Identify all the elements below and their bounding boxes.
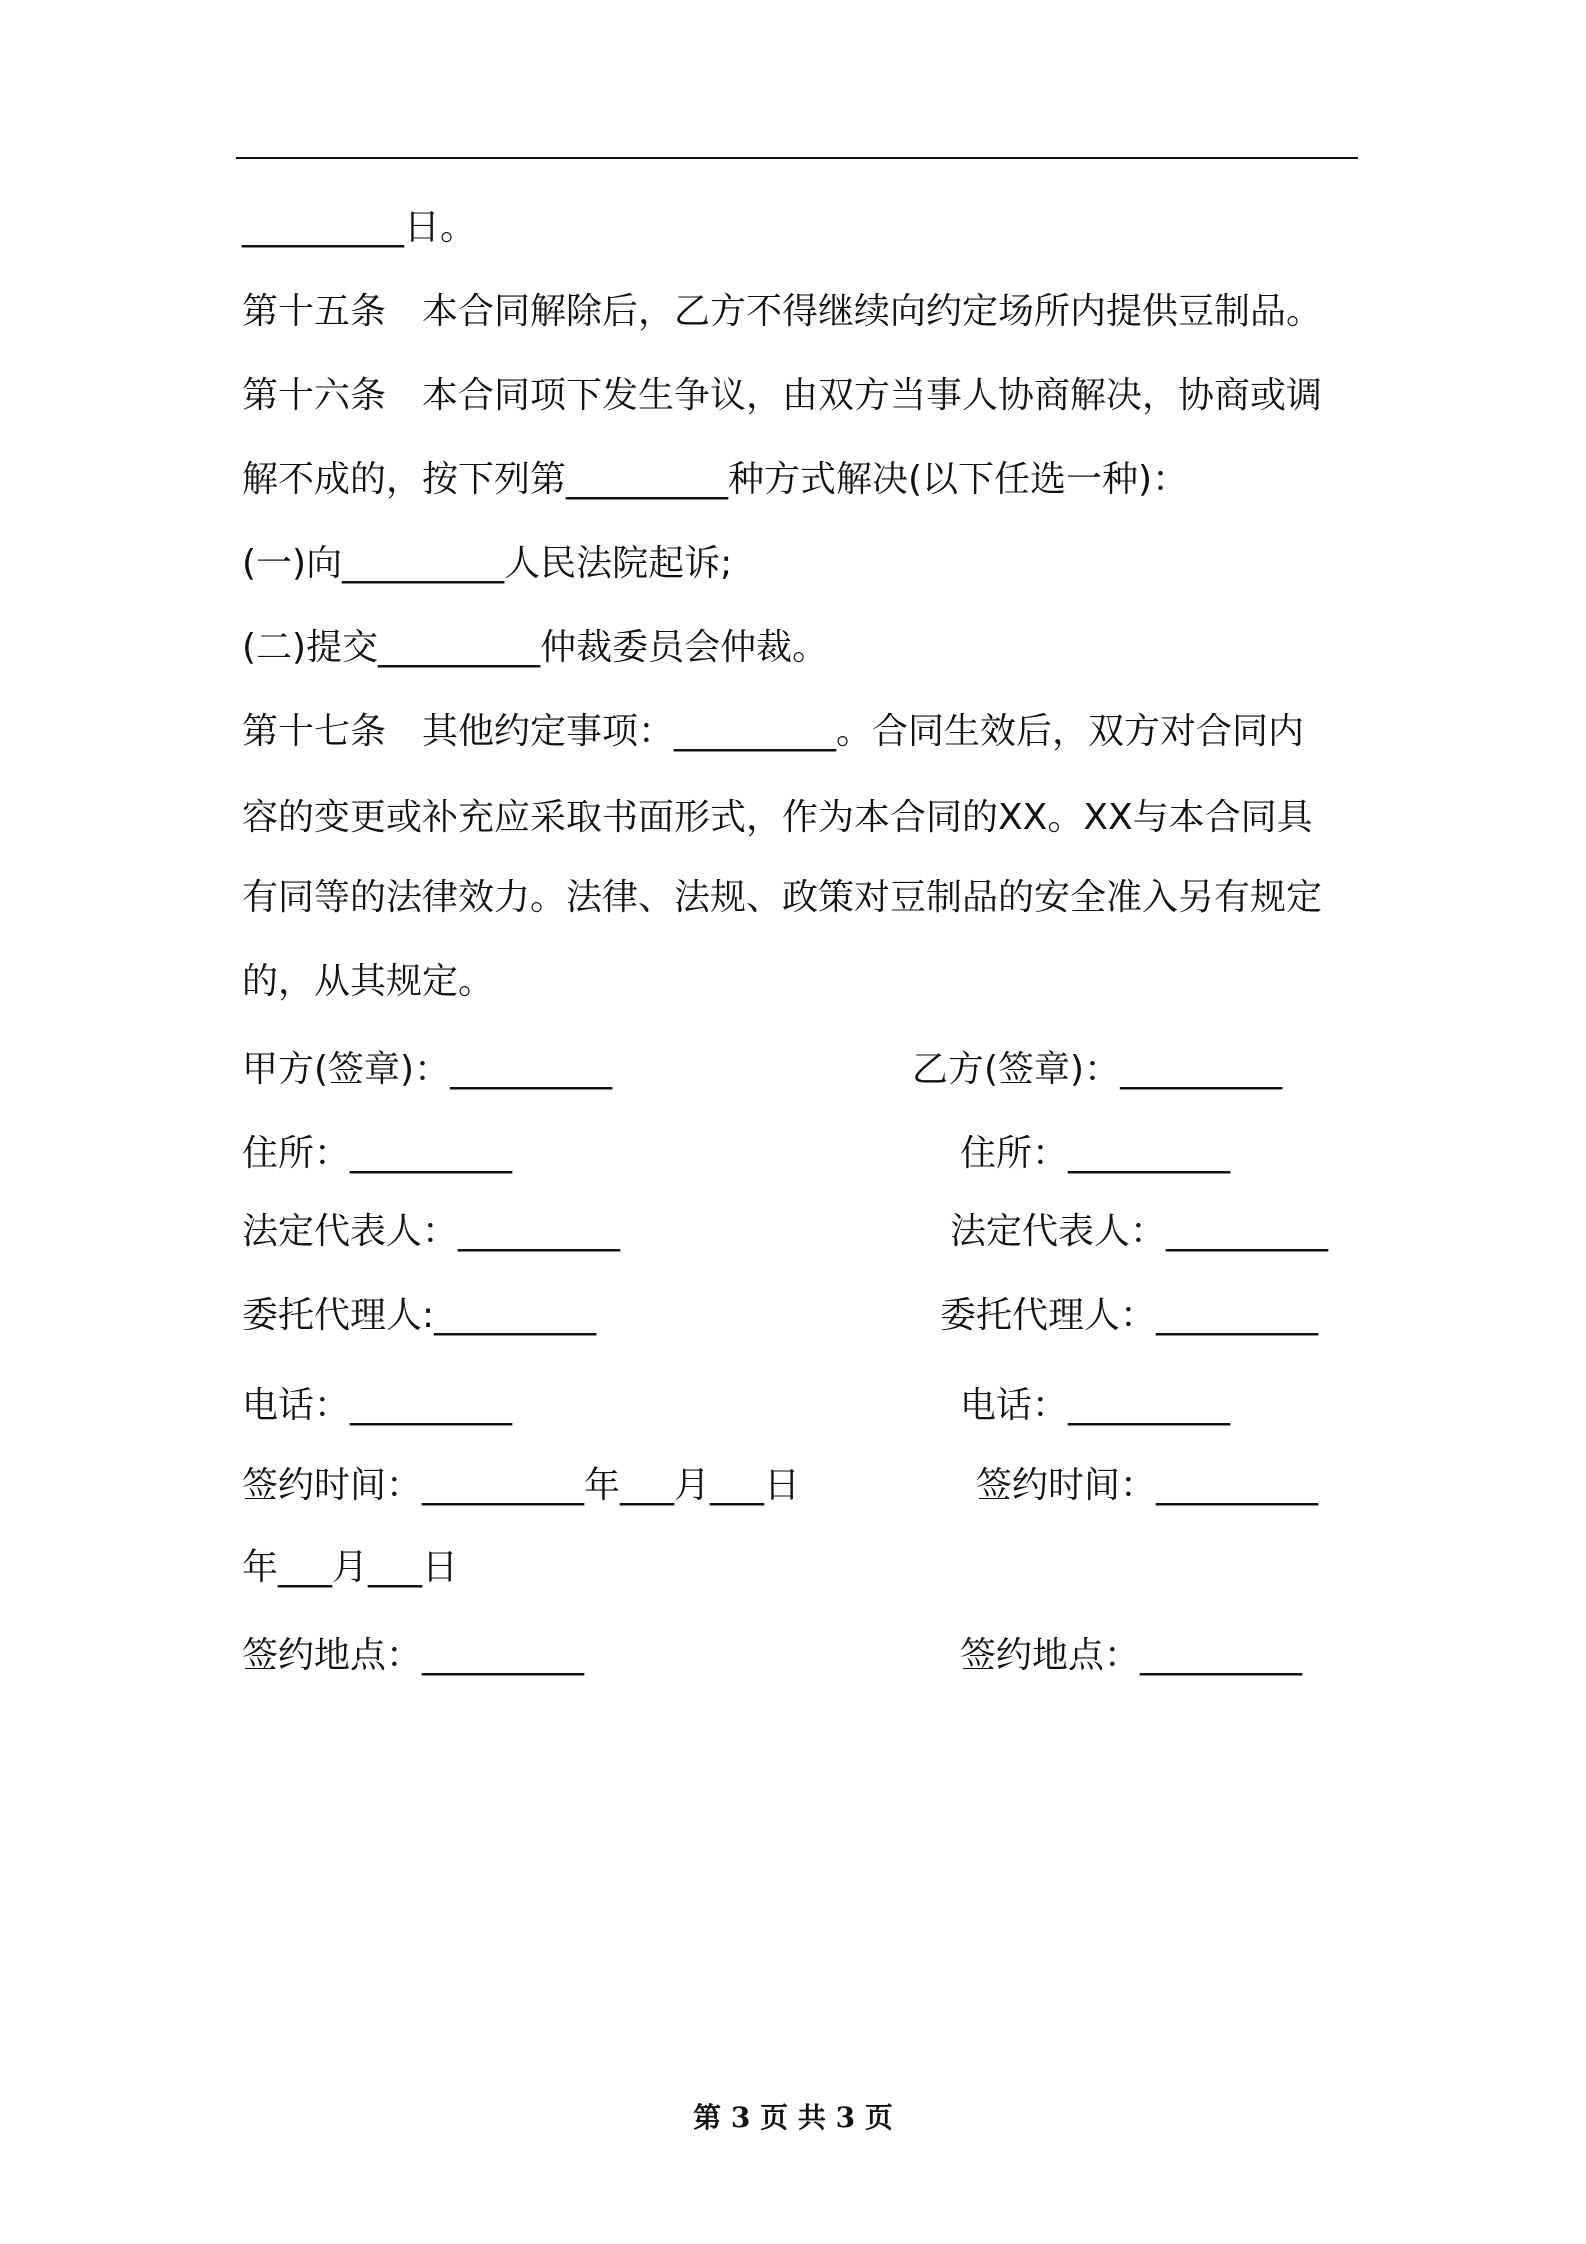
agent-b: 委托代理人：_________ <box>940 1295 1319 1336</box>
sign-time-a: 签约时间：_________年___月___日 <box>242 1465 801 1506</box>
address-b: 住所：_________ <box>960 1133 1231 1174</box>
article-16-line-2: 解不成的，按下列第_________种方式解决(以下任选一种)： <box>242 459 1189 500</box>
option-arbitration: (二)提交_________仲裁委员会仲裁。 <box>242 627 829 668</box>
sign-time-b: 签约时间：_________ <box>976 1465 1319 1506</box>
agent-a: 委托代理人:_________ <box>242 1295 597 1336</box>
party-a-seal: 甲方(签章)：_________ <box>242 1049 613 1090</box>
sign-place-b: 签约地点：_________ <box>960 1635 1303 1676</box>
sign-time-b-continued: 年___月___日 <box>242 1547 459 1588</box>
article-17-line-1: 第十七条 其他约定事项：_________。合同生效后，双方对合同内 <box>242 711 1305 752</box>
legal-rep-a: 法定代表人：_________ <box>242 1211 621 1252</box>
article-15: 第十五条 本合同解除后，乙方不得继续向约定场所内提供豆制品。 <box>242 291 1323 332</box>
page-number: 第 3 页 共 3 页 <box>693 2101 893 2134</box>
party-b-seal: 乙方(签章)：_________ <box>912 1049 1283 1090</box>
phone-a: 电话：_________ <box>242 1385 513 1426</box>
sign-place-a: 签约地点：_________ <box>242 1635 585 1676</box>
article-17-line-2: 容的变更或补充应采取书面形式，作为本合同的XX。XX与本合同具 <box>242 797 1313 838</box>
article-16-line-1: 第十六条 本合同项下发生争议，由双方当事人协商解决，协商或调 <box>242 375 1323 416</box>
option-court: (一)向_________人民法院起诉; <box>242 543 733 584</box>
header-rule <box>236 157 1358 159</box>
legal-rep-b: 法定代表人：_________ <box>950 1211 1329 1252</box>
text-line-1: _________日。 <box>242 207 477 248</box>
address-a: 住所：_________ <box>242 1133 513 1174</box>
article-17-line-4: 的，从其规定。 <box>242 961 495 1002</box>
article-17-line-3: 有同等的法律效力。法律、法规、政策对豆制品的安全准入另有规定 <box>242 877 1323 918</box>
phone-b: 电话：_________ <box>960 1385 1231 1426</box>
